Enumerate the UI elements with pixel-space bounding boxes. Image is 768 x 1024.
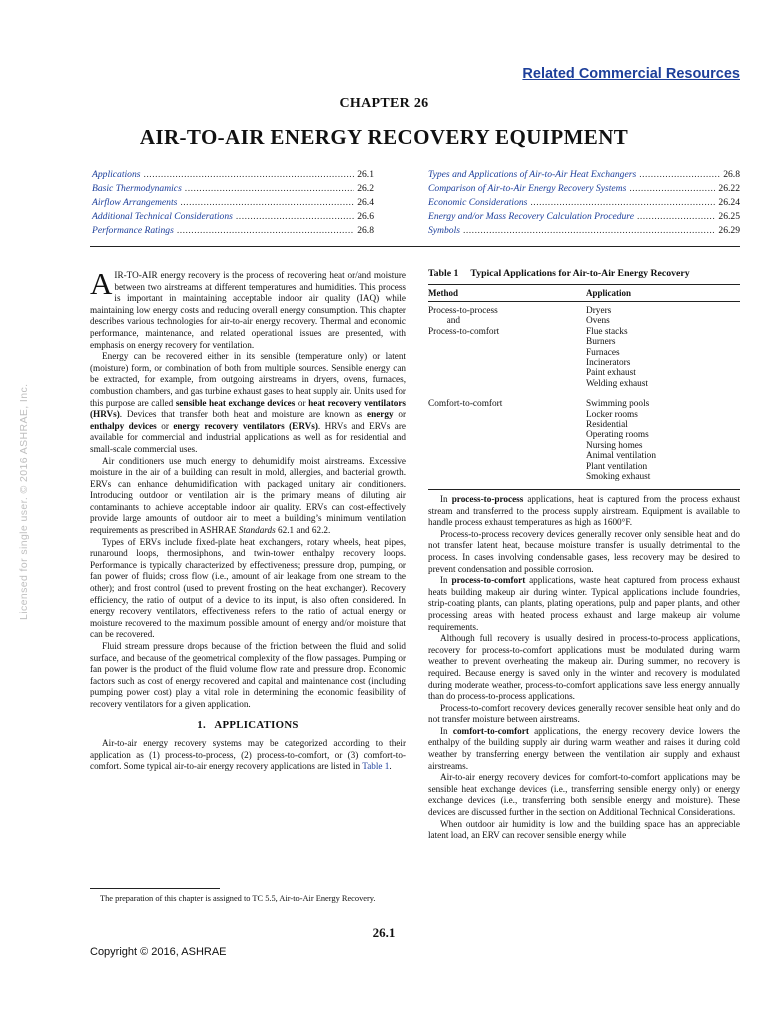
toc-page: 26.6 — [357, 211, 374, 222]
paragraph: Types of ERVs include fixed-plate heat exchangers, rotary wheels, heat pipes, runaround loops, thermosiphons, and twin-tower enthalpy recovery loops. Performance is typically characterized by effectiveness; pressure drop, pumping, or fan power of fluids; cross flow (i.e., amount of air leakage from one stream to the other); and frost control (used to prevent frosting on the heat exchanger). Recovery efficiency, the ratio of output of a device to its input, is also often considered. In energy recovery ventilators, effectiveness refers to the ratio of actual energy or moisture recovered to the maximum possible amount of energy and/or moisture that can be recovered. — [90, 536, 406, 640]
toc-entry — [428, 168, 740, 182]
toc-link[interactable]: Comparison of Air-to-Air Energy Recovery Systems — [428, 183, 627, 194]
table-row: Burners — [586, 337, 616, 348]
paragraph: Although full recovery is usually desired in process-to-process applications, recovery for process-to-comfort applications must be modulated during warm weather to prevent overheating the makeup air. During summer, no recovery is required. Because energy is saved only in the winter and recovery is modulated during moderate weather, process-to-comfort applications save less energy annually than do process-to-process applications. — [428, 633, 740, 702]
table-row: Operating rooms — [586, 430, 649, 441]
paragraph: In process-to-comfort applications, waste heat captured from process exhaust heats building makeup air during winter. Typical applications include foundries, strip-coating plants, can plants, plating operations, pulp and paper plants, and other processing areas with heated process exhaust and large makeup air volume requirements. — [428, 575, 740, 632]
toc-link[interactable]: Additional Technical Considerations — [92, 211, 233, 222]
toc-page: 26.29 — [718, 225, 740, 236]
paragraph: Process-to-comfort recovery devices generally recover sensible heat only and do not transfer moisture between airstreams. — [428, 702, 740, 725]
paragraph: Air-to-air energy recovery devices for comfort-to-comfort applications may be sensible heat exchange devices (i.e., transferring sensible energy only) or energy exchange devices (i.e., transferring both sensible energy and moisture). These devices are discussed further in the section on Additional Technical Considerations. — [428, 772, 740, 818]
table-row: Nursing homes — [586, 440, 643, 451]
toc-link[interactable]: Applications — [92, 169, 141, 180]
toc-entry — [428, 182, 740, 196]
toc-entry — [428, 196, 740, 210]
column-header: Method — [428, 288, 458, 298]
paragraph: Energy can be recovered either in its sensible (temperature only) or latent (moisture) form, or combination of both from multiple sources. Sensible energy can be extracted, for example, from outgoing airstreams in dryers, ovens, furnaces, combustion chambers, and gas turbine exhaust gases to heat supply air. Units used for this purpose are called sensible heat exchange devices or heat recovery ventilators (HRVs). Devices that transfer both heat and moisture are known as energy or enthalpy devices or energy recovery ventilators (ERVs). HRVs and ERVs are available for commercial and industrial applications as well as for residential and small-scale commercial uses. — [90, 351, 407, 454]
copyright-notice: Copyright © 2016, ASHRAE — [90, 946, 227, 958]
chapter-number: CHAPTER 26 — [339, 96, 429, 111]
footnote: The preparation of this chapter is assigned to TC 5.5, Air-to-Air Energy Recovery. — [100, 894, 376, 903]
toc-link[interactable]: Performance Ratings — [92, 225, 174, 236]
paragraph: Process-to-process recovery devices generally recover only sensible heat and do not transfer latent heat, because moisture transfer is usually detrimental to the process. In cases involving condensable gases, less recovery may be desired to prevent condensation and possible corrosion. — [428, 528, 740, 574]
paragraph: Air-to-air energy recovery systems may be categorized according to their application as (1) process-to-process, (2) process-to-comfort, or (3) comfort-to-comfort. Some typical air-to-air energy recovery applications are listed in Table 1. — [90, 738, 406, 772]
paragraph: In process-to-process applications, heat is captured from the process exhaust stream and transferred to the process supply airstream. Equipment is available to handle process exhaust temperatures as high as 1600°F. — [428, 494, 741, 528]
related-resources-link[interactable]: Related Commercial Resources — [522, 66, 740, 82]
toc-link[interactable]: Energy and/or Mass Recovery Calculation Procedure — [428, 211, 634, 222]
table-row: Incinerators — [586, 358, 631, 369]
toc-page: 26.25 — [718, 211, 740, 222]
chapter-title: AIR-TO-AIR ENERGY RECOVERY EQUIPMENT — [139, 125, 629, 149]
paragraph: When outdoor air humidity is low and the building space has an appreciable latent load, an ERV can recover sensible energy while — [428, 818, 740, 841]
license-watermark: Licensed for single user. © 2016 ASHRAE, Inc. — [18, 383, 30, 620]
section-heading: 1. APPLICATIONS — [197, 718, 299, 731]
table-row: Furnaces — [586, 347, 620, 358]
table-row: Residential — [586, 420, 628, 431]
right-column — [428, 494, 740, 842]
page-number: 26.1 — [372, 925, 396, 940]
toc-link[interactable]: Airflow Arrangements — [92, 197, 178, 208]
table-bottom-rule — [428, 489, 740, 490]
toc-entry — [92, 168, 374, 182]
toc-divider — [90, 246, 740, 247]
footnote-divider — [90, 888, 220, 889]
table-header — [428, 285, 740, 301]
drop-cap: A — [90, 266, 113, 301]
toc-link[interactable]: Economic Considerations — [428, 197, 528, 208]
table-row: Process-to-comfort Flue stacks — [428, 326, 628, 337]
toc-link[interactable]: Basic Thermodynamics — [92, 183, 182, 194]
toc-link[interactable]: Types and Applications of Air-to-Air Heat Exchangers — [428, 169, 637, 180]
toc-page: 26.24 — [718, 197, 740, 208]
table-row: Comfort-to-comfort Swimming pools — [428, 399, 650, 410]
table-1-link[interactable]: Table 1 — [362, 761, 390, 772]
table-row: Smoking exhaust — [586, 472, 651, 483]
toc-entry — [92, 182, 374, 196]
table-row: Process-to-process Dryers — [428, 306, 612, 316]
table-1 — [428, 268, 740, 490]
toc-page: 26.2 — [357, 183, 374, 194]
left-column — [90, 266, 407, 773]
column-header: Application — [586, 288, 632, 298]
table-row: and Ovens — [428, 316, 610, 327]
paragraph: Fluid stream pressure drops because of the friction between the fluid and solid surface, and because of the geometrical complexity of the flow passages. Pumping or fan power is the product of the fluid volume flow rate and pressure drop. Economic factors such as cost of energy recovered and capital and maintenance cost (including pumping power cost) play a vital role in determining the economic feasibility of recovery ventilators for a given application. — [90, 641, 406, 709]
toc-entry — [92, 210, 374, 224]
table-row: Welding exhaust — [586, 378, 648, 389]
toc-entry — [92, 196, 374, 210]
toc-link[interactable]: Symbols — [428, 225, 460, 236]
paragraph: Air conditioners use much energy to dehumidify moist airstreams. Excessive moisture in the air of a building can result in mold, allergies, and bacterial growth. ERVs can enhance dehumidification with packaged unitary air conditioners. Introducing outdoor or ventilation air is the primary means of diluting air contaminants to achieve acceptable indoor air quality. ERVs can cost-effectively provide large amounts of outdoor air to meet a building’s minimum ventilation requirements as prescribed in ASHRAE Standards 62.1 and 62.2. — [90, 455, 406, 536]
toc-page: 26.1 — [357, 169, 374, 180]
paragraph: In comfort-to-comfort applications, the energy recovery device lowers the enthalpy of the building supply air during warm weather and raises it during cold weather by transferring energy between the ventilation air supply and exhaust airstreams. — [428, 725, 740, 771]
toc-entry — [428, 210, 740, 224]
table-row: Paint exhaust — [586, 368, 636, 379]
toc-right — [428, 168, 740, 238]
table-row: Plant ventilation — [586, 461, 648, 472]
toc-page: 26.22 — [718, 183, 740, 194]
table-caption: Table 1 Typical Applications for Air-to-Air Energy Recovery — [428, 268, 690, 279]
toc-entry — [92, 224, 374, 238]
intro-paragraph: AIR-TO-AIR energy recovery is the process of recovering heat or/and moisture between two airstreams at different temperatures and humidities. This process is important in maintaining acceptable indoor air quality (IAQ) while maintaining low energy costs and reducing overall energy consumption. This chapter describes various technologies for air-to-air energy recovery. Thermal and economic performance, maintenance, and related operational issues are presented, with emphasis on energy recovery for ventilation. — [90, 266, 407, 350]
toc-page: 26.8 — [357, 225, 374, 236]
toc-left — [92, 168, 374, 238]
toc-page: 26.4 — [357, 197, 374, 208]
table-row: Animal ventilation — [586, 451, 656, 462]
table-row: Locker rooms — [586, 409, 638, 420]
table-body — [428, 302, 740, 489]
toc-entry — [428, 224, 740, 238]
toc-page: 26.8 — [723, 169, 740, 180]
